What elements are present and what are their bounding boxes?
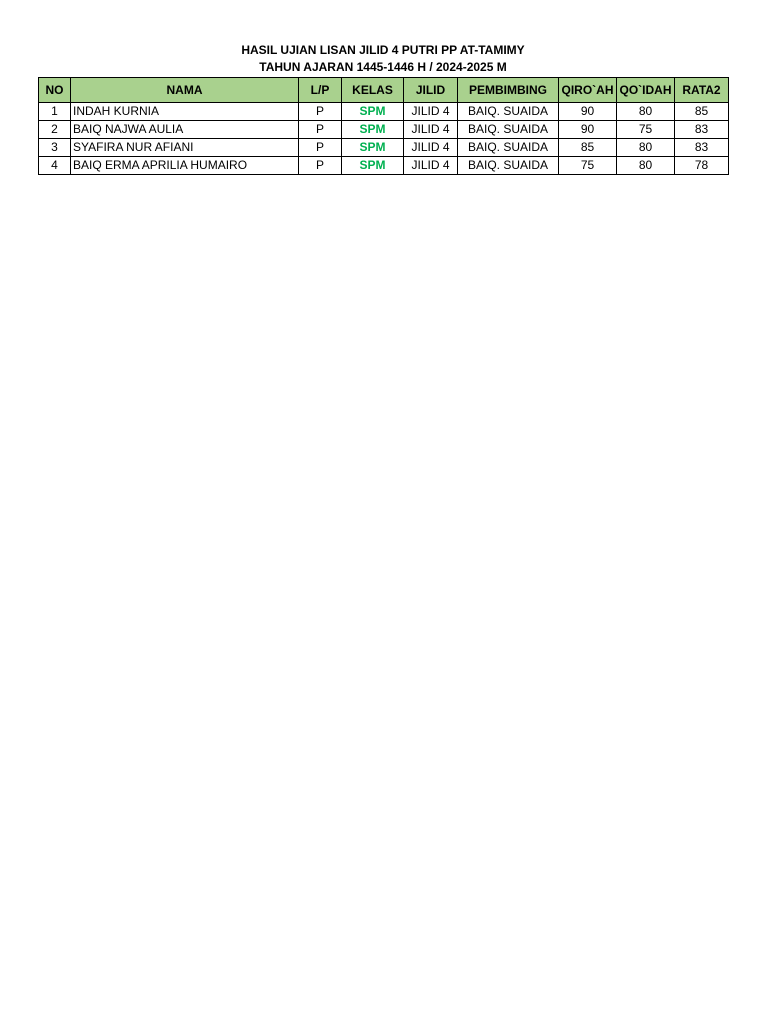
table-row (39, 103, 729, 121)
cell-qiroah: 85 (559, 139, 617, 157)
cell-qoidah: 80 (617, 157, 675, 175)
cell-jilid: JILID 4 (404, 103, 458, 121)
header-no: NO (39, 78, 71, 103)
cell-pembimbing: BAIQ. SUAIDA (458, 157, 559, 175)
cell-jilid: JILID 4 (404, 139, 458, 157)
cell-lp: P (299, 103, 342, 121)
cell-rata2: 78 (675, 157, 729, 175)
cell-jilid: JILID 4 (404, 121, 458, 139)
cell-nama: INDAH KURNIA (71, 103, 299, 121)
cell-nama: BAIQ NAJWA AULIA (71, 121, 299, 139)
table-header-row (39, 78, 729, 103)
exam-results-table (38, 77, 729, 175)
cell-no: 2 (39, 121, 71, 139)
cell-pembimbing: BAIQ. SUAIDA (458, 103, 559, 121)
cell-qiroah: 90 (559, 121, 617, 139)
header-jilid: JILID (404, 78, 458, 103)
document-title (38, 42, 728, 76)
cell-nama: SYAFIRA NUR AFIANI (71, 139, 299, 157)
cell-qiroah: 75 (559, 157, 617, 175)
cell-kelas: SPM (342, 103, 404, 121)
cell-pembimbing: BAIQ. SUAIDA (458, 121, 559, 139)
cell-kelas: SPM (342, 139, 404, 157)
header-lp: L/P (299, 78, 342, 103)
header-pembimbing: PEMBIMBING (458, 78, 559, 103)
cell-jilid: JILID 4 (404, 157, 458, 175)
cell-rata2: 83 (675, 139, 729, 157)
cell-qoidah: 75 (617, 121, 675, 139)
cell-rata2: 85 (675, 103, 729, 121)
cell-pembimbing: BAIQ. SUAIDA (458, 139, 559, 157)
cell-no: 1 (39, 103, 71, 121)
header-qoidah: QO`IDAH (617, 78, 675, 103)
cell-lp: P (299, 121, 342, 139)
cell-qoidah: 80 (617, 139, 675, 157)
cell-kelas: SPM (342, 157, 404, 175)
cell-qiroah: 90 (559, 103, 617, 121)
header-kelas: KELAS (342, 78, 404, 103)
cell-no: 4 (39, 157, 71, 175)
header-rata2: RATA2 (675, 78, 729, 103)
cell-lp: P (299, 157, 342, 175)
header-nama: NAMA (71, 78, 299, 103)
title-line-2: TAHUN AJARAN 1445-1446 H / 2024-2025 M (259, 60, 507, 74)
cell-nama: BAIQ ERMA APRILIA HUMAIRO (71, 157, 299, 175)
cell-no: 3 (39, 139, 71, 157)
table-row (39, 157, 729, 175)
title-line-1: HASIL UJIAN LISAN JILID 4 PUTRI PP AT-TAMIMY (241, 43, 525, 57)
cell-lp: P (299, 139, 342, 157)
cell-rata2: 83 (675, 121, 729, 139)
table-row (39, 121, 729, 139)
header-qiroah: QIRO`AH (559, 78, 617, 103)
cell-kelas: SPM (342, 121, 404, 139)
table-row (39, 139, 729, 157)
cell-qoidah: 80 (617, 103, 675, 121)
